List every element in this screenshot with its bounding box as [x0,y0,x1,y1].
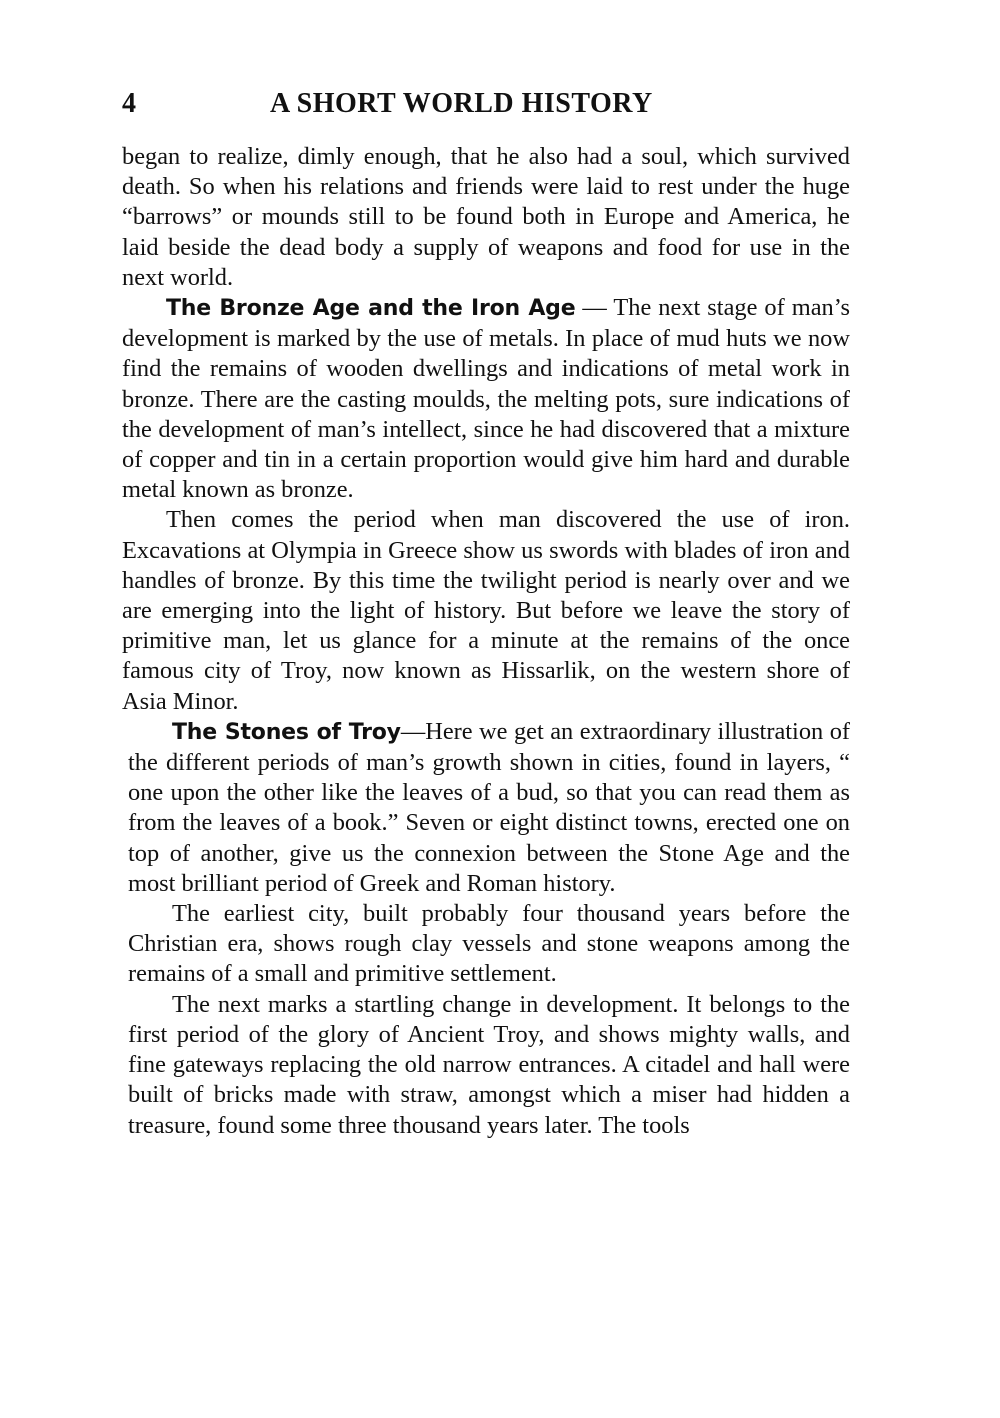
paragraph-bronze-iron-age [122,293,850,505]
paragraph-next-city [122,990,850,1141]
heading-separator: — [400,717,426,745]
section-heading-bronze-iron-age: The Bronze Age and the Iron Age [166,296,576,322]
paragraph-soul [122,142,850,293]
body-text [122,142,850,1141]
paragraph-text: Then comes the period when man discovered the use of iron. Excavations at Olympia in Greece show us swords with blades of iron and handles of bronze. By this time the twilight period is nearly over and we are emerging into the light of history. But before we leave the story of primitive man, let us glance for a minute at the remains of the once famous city of Troy, now known as Hissarlik, on the western shore of Asia Minor. [122,506,850,715]
running-title: A SHORT WORLD HISTORY [270,88,653,119]
heading-separator: — [575,294,614,322]
paragraph-text: The next marks a startling change in development. It belongs to the first period of the glory of Ancient Troy, and shows mighty walls, and fine gateways replacing the old narrow entrances. A citadel and hall were built of bricks made with straw, amongst which a miser had hidden a treasure, found some three thousand years later. The tools [128,990,850,1139]
paragraph-text: Here we get an extraordinary illustration of the different periods of man’s growth shown in cities, found in layers, “ one upon the other like the leaves of a bud, so that you can read them as from the leaves of a book.” Seven or eight distinct towns, erected one on top of another, give us the connexion between the Stone Age and the most brilliant period of Greek and Roman history. [128,717,851,897]
paragraph-text: The earliest city, built probably four thousand years before the Christian era, shows rough clay vessels and stone weapons among the remains of a small and primitive settlement. [128,900,850,988]
paragraph-text: began to realize, dimly enough, that he also had a soul, which survived death. So when his relations and friends were laid to rest under the huge “barrows” or mounds still to be found both in Europe and America, he laid beside the dead body a supply of weapons and food for use in the next world. [122,143,850,291]
page-header [122,86,850,126]
paragraph-stones-of-troy [122,717,850,899]
section-heading-stones-of-troy: The Stones of Troy [172,719,401,745]
paragraph-text: The next stage of man’s development is marked by the use of metals. In place of mud huts we now find the remains of wooden dwellings and indications of metal work in bronze. There are the casting moulds, the melting pots, sure indications of the development of man’s intellect, since he had discovered that a mixture of copper and tin in a certain proportion would give him hard and durable metal known as bronze. [122,294,850,504]
paragraph-iron [122,505,850,716]
paragraph-earliest-city [122,899,850,990]
page-number: 4 [122,88,136,119]
